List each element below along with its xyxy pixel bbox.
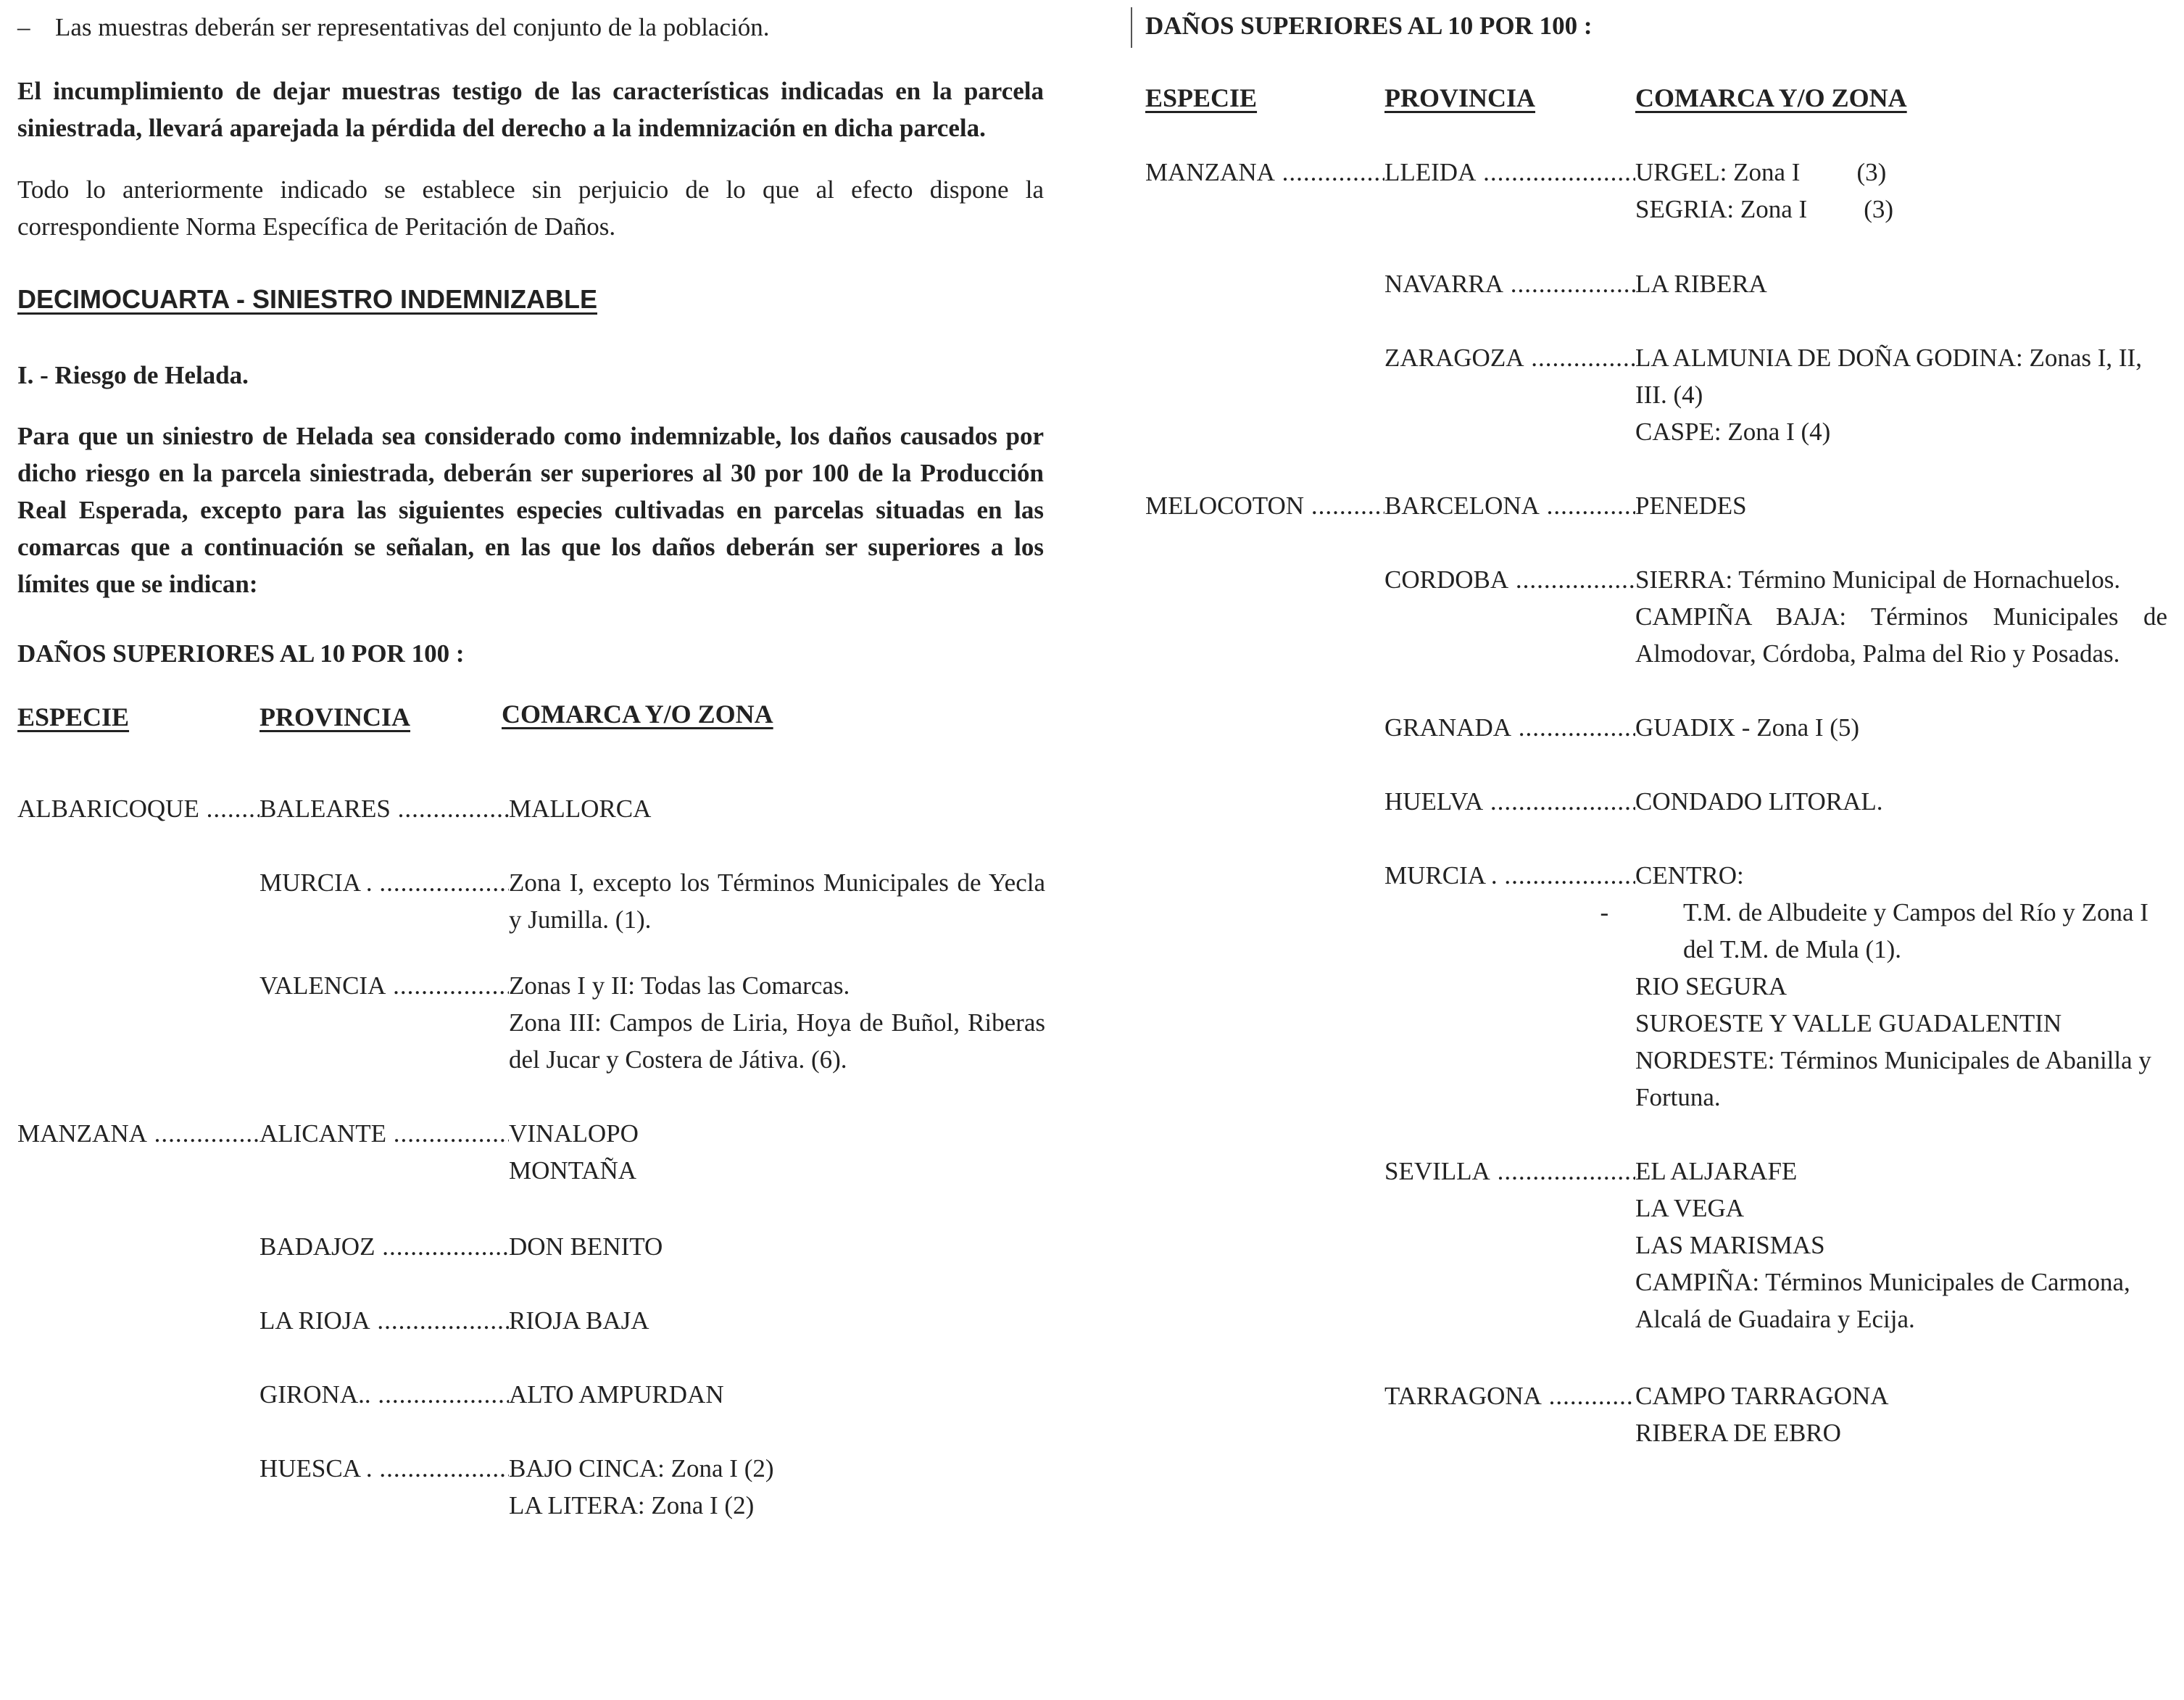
cell-zona: MALLORCA xyxy=(509,795,652,823)
cell-provincia: SEVILLA ..... xyxy=(1384,1153,1635,1190)
cell-provincia: CORDOBA ..... xyxy=(1384,561,1635,598)
cell-zona: GUADIX - Zona I (5) xyxy=(1635,713,1860,742)
table-title: DAÑOS SUPERIORES AL 10 POR 100 : xyxy=(17,639,465,668)
bold-paragraph: El incumplimiento de dejar muestras testigo de las características indicadas en la parcela siniestrada, llevará aparejada la pérdida del derecho a la indemnización en dicha parcela. xyxy=(17,77,1044,142)
header-especie: ESPECIE xyxy=(17,702,130,731)
header-zona: COMARCA Y/O ZONA xyxy=(1635,83,1907,112)
bold-intro-paragraph: Para que un siniestro de Helada sea considerado como indemnizable, los daños causados por dicho riesgo en la parcela siniestrada, deberán ser superiores al 30 por 100 de la Producción Real Esperada, excepto para las siguientes especies cultivadas en parcelas situadas en las comarcas que a continuación se señalan, en las que los daños deberán ser superiores a los límites que se indican: xyxy=(17,422,1044,598)
cell-provincia: ALICANTE ..... xyxy=(259,1115,509,1152)
header-zona: COMARCA Y/O ZONA xyxy=(502,700,773,729)
cell-zona: DON BENITO xyxy=(509,1232,663,1261)
cell-zona: Zonas I y II: Todas las Comarcas. Zona III: Campos de Liria, Hoya de Buñol, Riberas del Jucar y Costera de Játiva. (6). xyxy=(509,971,1045,1074)
cell-provincia: BALEARES ..... xyxy=(259,790,509,827)
cell-especie: ALBARICOQUE ..... xyxy=(17,790,259,827)
sub-heading: I. - Riesgo de Helada. xyxy=(17,361,249,389)
cell-provincia: GIRONA.. ..... xyxy=(259,1376,509,1413)
section-heading: DECIMOCUARTA - SINIESTRO INDEMNIZABLE xyxy=(17,284,597,314)
cell-zona: CENTRO: - T.M. de Albudeite y Campos del Río y Zona I del T.M. de Mula (1). RIO SEGURA SUROESTE Y VALLE GUADALENTIN NORDESTE: Términos Municipales de Abanilla y Fortuna. xyxy=(1635,857,2167,1116)
cell-zona: VINALOPO MONTAÑA xyxy=(509,1119,639,1185)
cell-zona: LA RIBERA xyxy=(1635,270,1767,298)
table-title: DAÑOS SUPERIORES AL 10 POR 100 : xyxy=(1145,12,1593,40)
zone-bullet: - T.M. de Albudeite y Campos del Río y Zona I del T.M. de Mula (1). xyxy=(1635,894,2167,968)
cell-zona: CONDADO LITORAL. xyxy=(1635,787,1883,816)
cell-provincia: BARCELONA ..... xyxy=(1384,487,1635,524)
cell-zona: BAJO CINCA: Zona I (2) LA LITERA: Zona I (2) xyxy=(509,1454,774,1519)
cell-zona: EL ALJARAFE LA VEGA LAS MARISMAS CAMPIÑA: Términos Municipales de Carmona, Alcalá de Guadaira y Ecija. xyxy=(1635,1157,2130,1333)
dash-bullet: - xyxy=(1587,898,1609,926)
cell-zona: SIERRA: Término Municipal de Hornachuelos. CAMPIÑA BAJA: Términos Municipales de Almodovar, Córdoba, Palma del Rio y Posadas. xyxy=(1635,565,2167,668)
cell-provincia: MURCIA . ..... xyxy=(259,864,509,901)
cell-provincia: ZARAGOZA ..... xyxy=(1384,339,1635,376)
cell-provincia: HUELVA ..... xyxy=(1384,783,1635,820)
cell-zona: PENEDES xyxy=(1635,492,1747,520)
dash-bullet: – xyxy=(17,13,30,41)
cell-provincia: LA RIOJA ..... xyxy=(259,1302,509,1339)
cell-zona: RIOJA BAJA xyxy=(509,1306,649,1335)
cell-provincia: VALENCIA ..... xyxy=(259,967,509,1004)
cell-especie: MANZANA ..... xyxy=(1145,154,1384,191)
bullet-paragraph: – Las muestras deberán ser representativas del conjunto de la población. xyxy=(17,9,1044,46)
cell-provincia: GRANADA ..... xyxy=(1384,709,1635,746)
cell-zona: URGEL: Zona I (3) SEGRIA: Zona I (3) xyxy=(1635,158,1894,223)
cell-zona: Zona I, excepto los Términos Municipales de Yecla y Jumilla. (1). xyxy=(509,868,1045,934)
cell-especie: MANZANA ..... xyxy=(17,1115,259,1152)
cell-zona: ALTO AMPURDAN xyxy=(509,1380,724,1409)
cell-provincia: NAVARRA ..... xyxy=(1384,265,1635,302)
header-provincia: PROVINCIA xyxy=(1384,83,1536,112)
normal-paragraph: Todo lo anteriormente indicado se establece sin perjuicio de lo que al efecto dispone la correspondiente Norma Específica de Peritación de Daños. xyxy=(17,175,1044,241)
margin-mark xyxy=(1131,7,1132,48)
cell-provincia: TARRAGONA ..... xyxy=(1384,1377,1635,1414)
cell-zona: CAMPO TARRAGONA RIBERA DE EBRO xyxy=(1635,1382,1889,1447)
cell-provincia: MURCIA . ..... xyxy=(1384,857,1635,894)
cell-zona: LA ALMUNIA DE DOÑA GODINA: Zonas I, II, III. (4) CASPE: Zona I (4) xyxy=(1635,344,2142,446)
cell-provincia: LLEIDA ..... xyxy=(1384,154,1635,191)
cell-provincia: BADAJOZ ..... xyxy=(259,1228,509,1265)
header-especie: ESPECIE xyxy=(1145,83,1258,112)
cell-provincia: HUESCA . ..... xyxy=(259,1450,509,1487)
cell-especie: MELOCOTON ..... xyxy=(1145,487,1384,524)
header-provincia: PROVINCIA xyxy=(259,702,411,731)
